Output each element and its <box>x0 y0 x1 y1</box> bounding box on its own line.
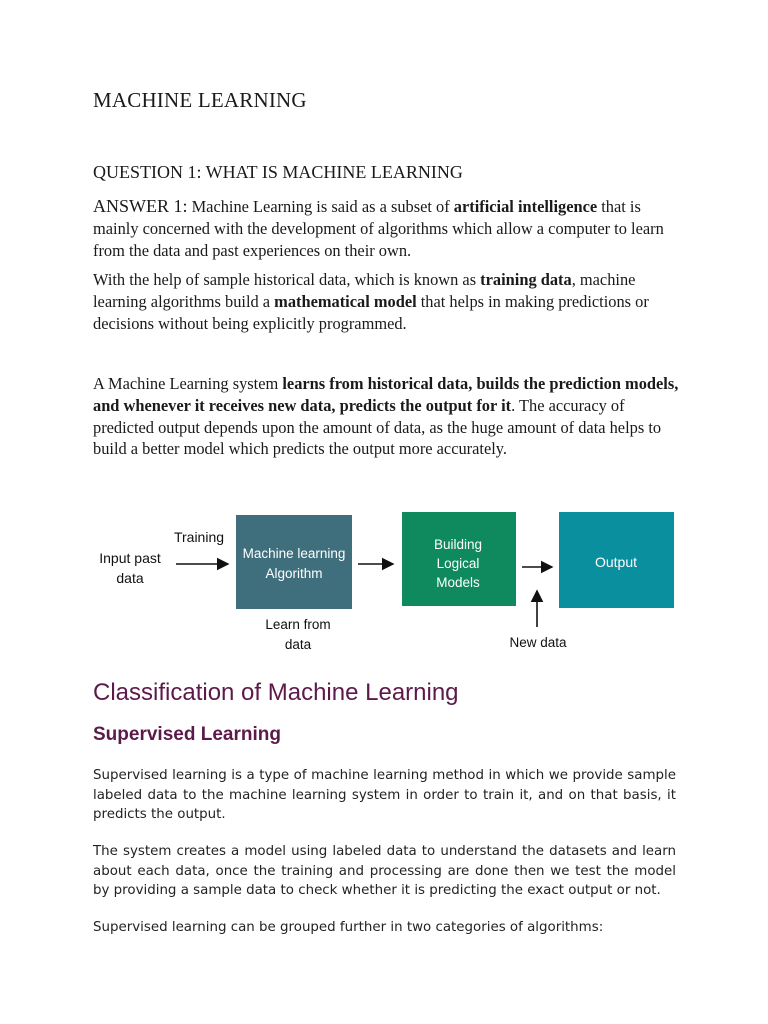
training-text-2: , machine learning algorithms build a <box>93 270 636 311</box>
document-title: MACHINE LEARNING <box>93 88 307 112</box>
supervised-paragraph-1: Supervised learning is a type of machine learning method in which we provide sample labeled data to the machine learning system in order to train it, and on that basis, it predicts the output. <box>93 768 676 823</box>
answer-paragraph <box>93 196 683 261</box>
classification-heading: Classification of Machine Learning <box>93 679 459 706</box>
answer-text-1: Machine Learning is said as a subset of <box>187 197 454 216</box>
new-data-label: New data <box>509 635 567 650</box>
building-label-line2: Logical <box>436 556 480 571</box>
ml-process-diagram <box>100 505 680 665</box>
learn-label-line1: Learn from <box>265 617 331 632</box>
building-label-line1: Building <box>433 537 483 552</box>
supervised-paragraph-3: Supervised learning can be grouped further in two categories of algorithms: <box>93 920 604 935</box>
learn-label-line2: data <box>284 637 312 652</box>
training-text-1: With the help of sample historical data, which is known as <box>93 270 481 289</box>
system-text-1: A Machine Learning system <box>93 374 283 393</box>
answer-text-2: that is mainly concerned with the development of algorithms which allow a computer to learn from the data and past experiences on their own. <box>93 197 664 260</box>
algorithm-label-line2: Algorithm <box>265 566 323 581</box>
question-heading: QUESTION 1: WHAT IS MACHINE LEARNING <box>93 162 463 182</box>
training-bold-1: training data <box>480 270 572 289</box>
system-bold-1: learns from historical data, builds the prediction models, and whenever it receives new data, predicts the output for it <box>93 374 679 415</box>
training-data-paragraph <box>93 269 683 334</box>
algorithm-label-line1: Machine learning <box>242 546 346 561</box>
supervised-learning-heading: Supervised Learning <box>93 724 281 745</box>
output-label: Output <box>594 554 638 570</box>
algorithm-box <box>236 515 352 609</box>
building-label-line3: Models <box>436 575 480 590</box>
training-label: Training <box>173 529 225 545</box>
input-label-line2: data <box>116 570 144 586</box>
ml-system-paragraph <box>93 373 683 460</box>
supervised-paragraph-2: The system creates a model using labeled data to understand the datasets and learn about each data, once the training and processing are done then we test the model by providing a sample data to check whether it is predicting the exact output or not. <box>93 844 676 899</box>
input-label-line1: Input past <box>100 550 161 566</box>
system-text-2: . The accuracy of predicted output depends upon the amount of data, as the huge amount of data helps to build a better model which predicts the output more accurately. <box>93 395 662 459</box>
training-text-3: that helps in making predictions or decisions without being explicitly programmed. <box>93 291 649 333</box>
training-bold-2: mathematical model <box>274 291 417 311</box>
answer-label: ANSWER 1: <box>93 196 188 216</box>
answer-bold-ai: artificial intelligence <box>453 197 598 216</box>
